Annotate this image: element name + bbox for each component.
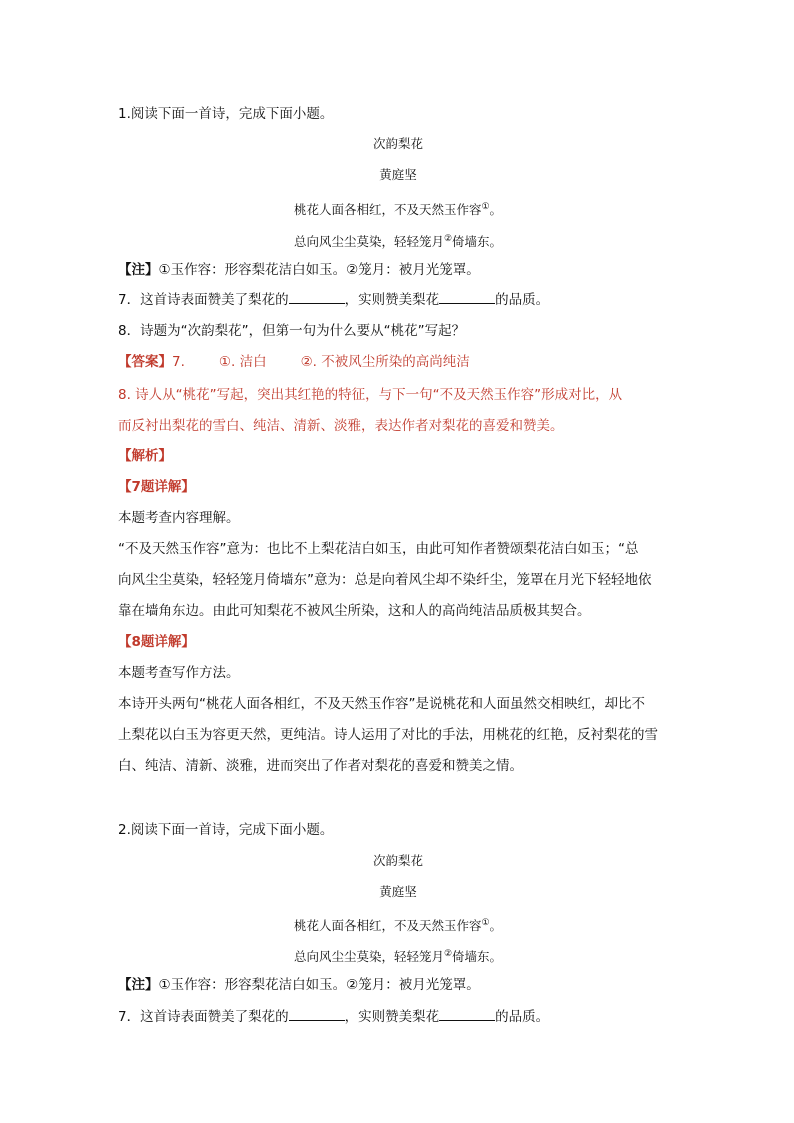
q2-q7-part-c: 的品质。: [495, 1009, 550, 1025]
answer-bracket: 【答案】: [118, 354, 172, 370]
detail-7-line-2: “不及天然玉作容”意为：也比不上梨花洁白如玉，由此可知作者赞颂梨花洁白如玉；“总: [118, 541, 639, 557]
q1-poem-author: 黄庭坚: [379, 167, 417, 182]
q2-poem-author: 黄庭坚: [379, 884, 417, 899]
q1-footnote-mark-2: ②: [443, 234, 453, 244]
q1-footnote-mark-1: ①: [481, 202, 490, 212]
q1-poem-line2-end: 倚墙东。: [452, 234, 503, 250]
q1-q7-blank-1[interactable]: [289, 291, 345, 304]
q2-footnote-mark-1: ①: [481, 918, 490, 928]
detail-8-line-3: 上梨花以白玉为容更天然，更纯洁。诗人运用了对比的手法，用桃花的红艳，反衬梨花的雪: [118, 727, 658, 743]
detail-7-line-3: 向风尘尘莫染，轻轻笼月倚墙东”意为：总是向着风尘却不染纤尘，笼罩在月光下轻轻地依: [118, 572, 652, 588]
q1-poem-line2-text: 总向风尘尘莫染，轻轻笼月: [293, 234, 444, 250]
q1-q7-part-b: ，实则赞美梨花: [344, 292, 440, 308]
q2-note: [118, 975, 678, 995]
answer-8-line-1: 8. 诗人从“桃花”写起，突出其红艳的特征，与下一句“不及天然玉作容”形成对比，从: [118, 387, 623, 403]
q2-poem-line1-text: 桃花人面各相红，不及天然玉作容: [293, 918, 482, 934]
q1-poem-line1-text: 桃花人面各相红，不及天然玉作容: [293, 202, 482, 218]
q1-poem-line1-end: 。: [489, 202, 503, 218]
detail-8-line-1: 本题考查写作方法。: [118, 665, 240, 681]
q2-footnote-mark-2: ②: [443, 949, 453, 959]
q2-intro: 2.阅读下面一首诗，完成下面小题。: [118, 822, 334, 838]
detail-7-line-1: 本题考查内容理解。: [118, 510, 240, 526]
detail-7-line-4: 靠在墙角东边。由此可知梨花不被风尘所染，这和人的高尚纯洁品质极其契合。: [118, 603, 591, 619]
answer-8-line-2: 而反衬出梨花的雪白、纯洁、清新、淡雅，表达作者对梨花的喜爱和赞美。: [118, 418, 564, 434]
q1-poem-line1: [118, 197, 678, 220]
q2-poem-line1-end: 。: [489, 918, 503, 934]
q1-answer-7: [118, 352, 678, 372]
q1-q7-part-a: 7．这首诗表面赞美了梨花的: [118, 292, 289, 308]
q1-poem-line2: [118, 229, 678, 252]
detail-7-heading: 【7题详解】: [118, 479, 195, 495]
q2-q7-blank-1[interactable]: [289, 1008, 345, 1021]
q1-note-text: ①玉作容：形容梨花洁白如玉。②笼月：被月光笼罩。: [158, 262, 480, 278]
q1-question-7: [118, 290, 678, 310]
answer-7-number: 7.: [172, 354, 185, 370]
q2-poem-line2: [118, 944, 678, 967]
q1-intro: 1.阅读下面一首诗，完成下面小题。: [118, 106, 334, 122]
q2-poem-line1: [118, 913, 678, 936]
q1-q7-blank-2[interactable]: [439, 291, 495, 304]
q1-poem-title: 次韵梨花: [372, 136, 423, 151]
detail-8-line-4: 白、纯洁、清新、淡雅，进而突出了作者对梨花的喜爱和赞美之情。: [118, 758, 523, 774]
q2-poem-line2-end: 倚墙东。: [452, 949, 503, 965]
answer-7-option-2: ②. 不被风尘所染的高尚纯洁: [300, 354, 470, 370]
q2-note-bracket: 【注】: [118, 977, 159, 993]
q2-poem-title: 次韵梨花: [372, 853, 423, 868]
q1-question-8: 8．诗题为“次韵梨花”，但第一句为什么要从“桃花”写起？: [118, 323, 466, 339]
q1-note-bracket: 【注】: [118, 262, 159, 278]
answer-7-option-1: ①. 洁白: [218, 354, 267, 370]
detail-8-line-2: 本诗开头两句“桃花人面各相红，不及天然玉作容”是说桃花和人面虽然交相映红，却比不: [118, 696, 645, 712]
q2-question-7: [118, 1007, 678, 1027]
q2-q7-part-a: 7．这首诗表面赞美了梨花的: [118, 1009, 289, 1025]
q2-poem-line2-text: 总向风尘尘莫染，轻轻笼月: [293, 949, 444, 965]
q2-q7-blank-2[interactable]: [439, 1008, 495, 1021]
q1-q7-part-c: 的品质。: [495, 292, 550, 308]
q2-note-text: ①玉作容：形容梨花洁白如玉。②笼月：被月光笼罩。: [158, 977, 480, 993]
analysis-heading: 【解析】: [118, 448, 172, 464]
q2-q7-part-b: ，实则赞美梨花: [344, 1009, 440, 1025]
detail-8-heading: 【8题详解】: [118, 634, 195, 650]
q1-note: [118, 260, 678, 280]
